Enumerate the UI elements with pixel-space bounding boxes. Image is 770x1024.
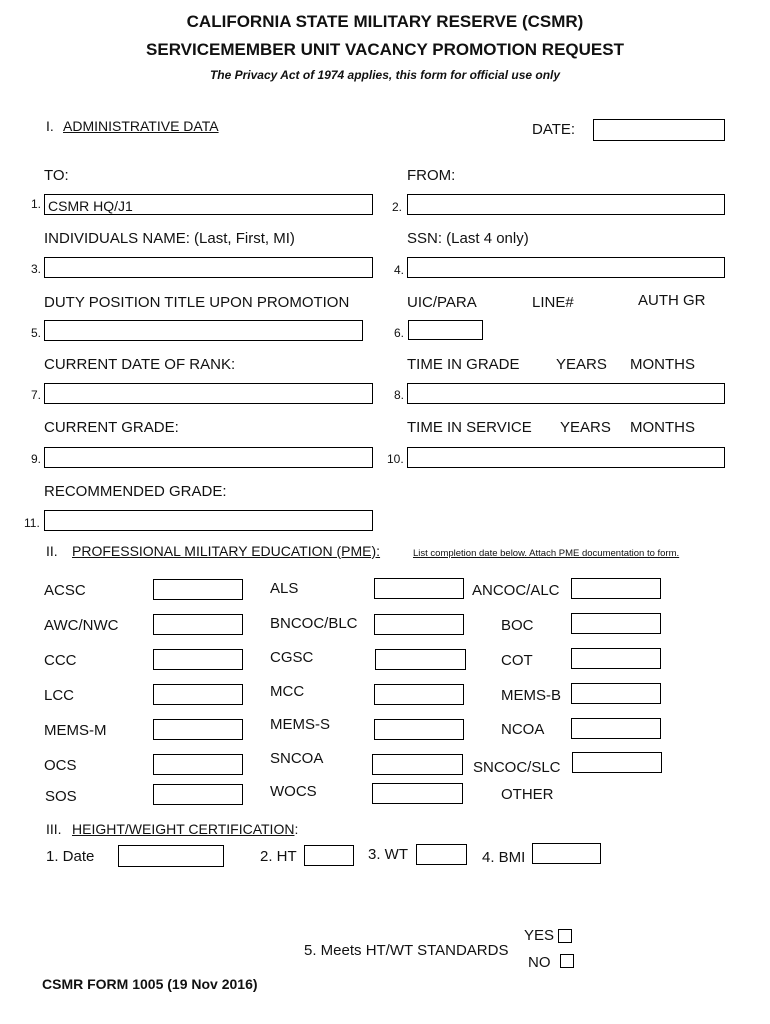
to-label: TO:: [44, 167, 69, 184]
pme-label-sncoa: SNCOA: [270, 750, 324, 767]
yes-checkbox[interactable]: [558, 929, 572, 943]
pme-field-bncoc[interactable]: [374, 614, 464, 635]
pme-field-cgsc[interactable]: [375, 649, 466, 670]
section-3-title: HEIGHT/WEIGHT CERTIFICATION: [72, 821, 295, 837]
pme-field-sncoc[interactable]: [572, 752, 662, 773]
ssn-field[interactable]: [407, 257, 725, 278]
ssn-field-value: [408, 258, 724, 261]
field-4-number: 4.: [394, 263, 405, 277]
pme-label-als: ALS: [270, 580, 299, 597]
form-number: CSMR FORM 1005 (19 Nov 2016): [42, 976, 258, 992]
time-in-service-field[interactable]: [407, 447, 725, 468]
line-number-label: LINE#: [532, 294, 574, 311]
pme-label-sos: SOS: [45, 788, 77, 805]
date-of-rank-field[interactable]: [44, 383, 373, 404]
section-2-title: PROFESSIONAL MILITARY EDUCATION (PME):: [72, 543, 381, 559]
duty-position-label: DUTY POSITION TITLE UPON PROMOTION: [44, 294, 350, 311]
pme-field-sos[interactable]: [153, 784, 243, 805]
pme-label-ocs: OCS: [44, 757, 77, 774]
section-3-heading: [72, 821, 298, 837]
field-11-number: 11.: [24, 516, 40, 530]
time-in-service-label: TIME IN SERVICE: [407, 419, 532, 436]
date-of-rank-value: [45, 384, 372, 387]
pme-field-ncoa[interactable]: [571, 718, 661, 739]
current-grade-label: CURRENT GRADE:: [44, 419, 179, 436]
tig-years-label: YEARS: [556, 356, 607, 373]
pme-label-memsm: MEMS-M: [44, 722, 107, 739]
pme-label-bncoc: BNCOC/BLC: [270, 615, 358, 632]
height-field[interactable]: [304, 845, 354, 866]
weight-label: 3. WT: [368, 846, 408, 863]
field-3-number: 3.: [31, 262, 42, 276]
time-in-service-value: [408, 448, 724, 451]
section-2-numeral: II.: [46, 543, 58, 559]
duty-position-field[interactable]: [44, 320, 363, 341]
privacy-notice: The Privacy Act of 1974 applies, this form for official use only: [209, 68, 561, 82]
duty-position-value: [45, 321, 362, 324]
section-3-numeral: III.: [46, 821, 62, 837]
tis-months-label: MONTHS: [630, 419, 695, 436]
date-field[interactable]: [593, 119, 725, 141]
no-label: NO: [528, 954, 551, 971]
date-label: DATE:: [532, 121, 576, 138]
tis-years-label: YEARS: [560, 419, 611, 436]
time-in-grade-field[interactable]: [407, 383, 725, 404]
individual-name-value: [45, 258, 372, 261]
pme-field-acsc[interactable]: [153, 579, 243, 600]
no-checkbox[interactable]: [560, 954, 574, 968]
height-label: 2. HT: [260, 848, 297, 865]
form-subtitle: SERVICEMEMBER UNIT VACANCY PROMOTION REQUEST: [146, 40, 624, 59]
time-in-grade-value: [408, 384, 724, 387]
from-field[interactable]: [407, 194, 725, 215]
uic-para-label: UIC/PARA: [407, 294, 477, 311]
pme-field-memsb[interactable]: [571, 683, 661, 704]
uic-para-field[interactable]: [408, 320, 483, 340]
field-6-number: 6.: [394, 326, 405, 340]
pme-label-boc: BOC: [501, 617, 534, 634]
from-field-value: [408, 195, 724, 198]
pme-label-sncoc: SNCOC/SLC: [473, 759, 561, 776]
yes-label: YES: [524, 927, 555, 944]
hw-date-label: 1. Date: [46, 848, 95, 865]
pme-instructions: List completion date below. Attach PME documentation to form.: [413, 548, 680, 559]
field-9-number: 9.: [31, 452, 42, 466]
pme-field-ccc[interactable]: [153, 649, 243, 670]
from-label: FROM:: [407, 167, 456, 184]
field-1-number: 1.: [31, 197, 42, 211]
current-grade-field[interactable]: [44, 447, 373, 468]
pme-field-mcc[interactable]: [374, 684, 464, 705]
pme-label-memss: MEMS-S: [270, 716, 330, 733]
pme-field-als[interactable]: [374, 578, 464, 599]
pme-field-ocs[interactable]: [153, 754, 243, 775]
pme-label-cgsc: CGSC: [270, 649, 314, 666]
pme-label-acsc: ACSC: [44, 582, 86, 599]
field-10-number: 10.: [387, 452, 404, 466]
current-grade-value: [45, 448, 372, 451]
bmi-field[interactable]: [532, 843, 601, 864]
tig-months-label: MONTHS: [630, 356, 695, 373]
standards-label: 5. Meets HT/WT STANDARDS: [304, 942, 509, 959]
recommended-grade-field[interactable]: [44, 510, 373, 531]
time-in-grade-label: TIME IN GRADE: [407, 356, 520, 373]
pme-field-cot[interactable]: [571, 648, 661, 669]
section-1-numeral: I.: [46, 118, 54, 134]
field-5-number: 5.: [31, 326, 42, 340]
pme-label-ancoc: ANCOC/ALC: [472, 582, 560, 599]
section-1-title: ADMINISTRATIVE DATA: [63, 118, 219, 134]
recommended-grade-label: RECOMMENDED GRADE:: [44, 483, 227, 500]
pme-field-sncoa[interactable]: [372, 754, 463, 775]
weight-field[interactable]: [416, 844, 467, 865]
individual-name-field[interactable]: [44, 257, 373, 278]
form-title: CALIFORNIA STATE MILITARY RESERVE (CSMR): [186, 12, 584, 31]
to-field-value: CSMR HQ/J1: [48, 198, 133, 214]
pme-field-memss[interactable]: [374, 719, 464, 740]
uic-para-value: [409, 321, 482, 324]
pme-label-mcc: MCC: [270, 683, 305, 700]
pme-label-cot: COT: [501, 652, 533, 669]
recommended-grade-value: [45, 511, 372, 514]
pme-field-wocs[interactable]: [372, 783, 463, 804]
pme-field-boc[interactable]: [571, 613, 661, 634]
pme-field-ancoc[interactable]: [571, 578, 661, 599]
hw-date-field[interactable]: [118, 845, 224, 867]
pme-label-other: OTHER: [501, 786, 554, 803]
section-3-colon: :: [294, 821, 299, 837]
pme-label-memsb: MEMS-B: [501, 687, 561, 704]
field-7-number: 7.: [31, 388, 42, 402]
pme-label-awc: AWC/NWC: [44, 617, 119, 634]
pme-label-wocs: WOCS: [270, 783, 317, 800]
pme-field-awc[interactable]: [153, 614, 243, 635]
date-field-value: [594, 120, 724, 123]
pme-label-ccc: CCC: [44, 652, 77, 669]
auth-grade-label: AUTH GR: [638, 292, 706, 309]
to-field[interactable]: [44, 194, 373, 215]
bmi-label: 4. BMI: [482, 849, 526, 866]
field-8-number: 8.: [394, 388, 405, 402]
pme-field-lcc[interactable]: [153, 684, 243, 705]
pme-label-ncoa: NCOA: [501, 721, 545, 738]
field-2-number: 2.: [392, 200, 403, 214]
pme-field-memsm[interactable]: [153, 719, 243, 740]
individual-name-label: INDIVIDUALS NAME: (Last, First, MI): [44, 230, 295, 247]
ssn-label: SSN: (Last 4 only): [407, 230, 529, 247]
pme-label-lcc: LCC: [44, 687, 75, 704]
date-of-rank-label: CURRENT DATE OF RANK:: [44, 356, 236, 373]
